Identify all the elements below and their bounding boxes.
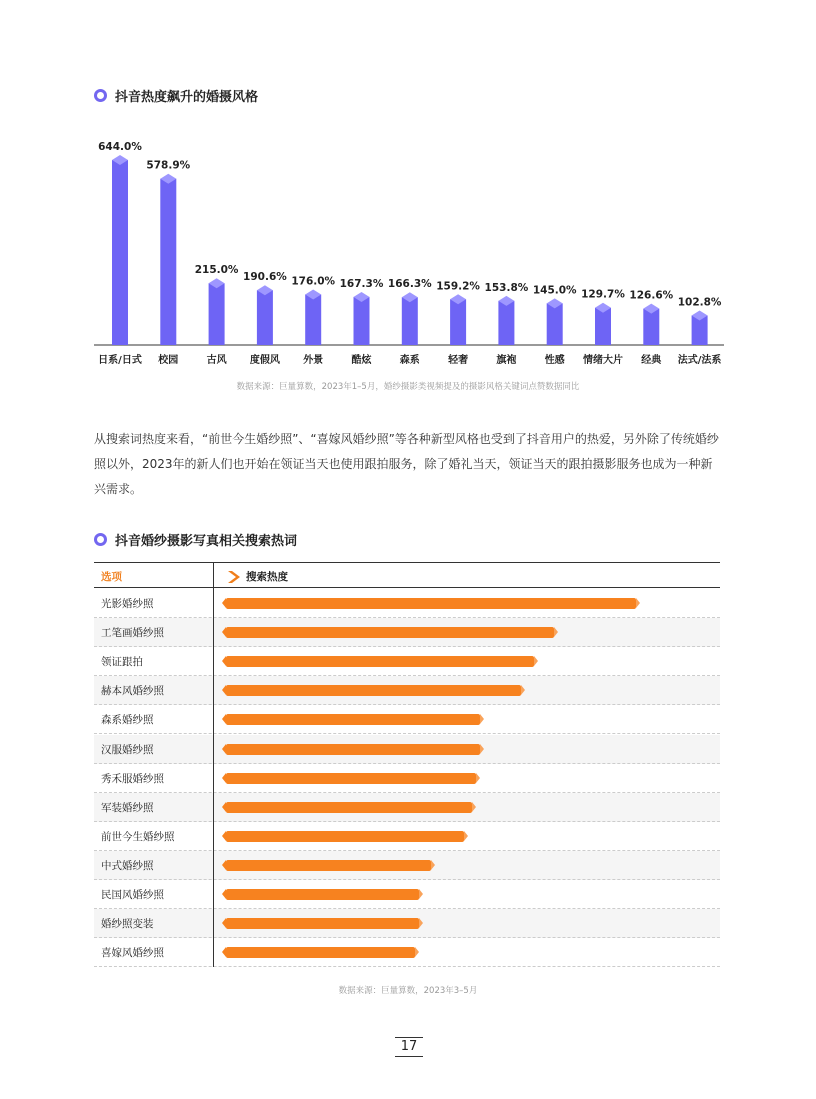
- row-label: 光影婚纱照: [101, 598, 154, 610]
- heat-bar-10: [226, 889, 419, 900]
- chart2-source: 数据来源：巨量算数，2023年3–5月: [338, 986, 478, 996]
- category-label-8: 旗袍: [496, 355, 517, 366]
- bar-1: [160, 174, 176, 345]
- bar-5: [354, 292, 370, 345]
- heat-bar-7: [226, 802, 472, 813]
- section-title-text: 抖音热度飙升的婚摄风格: [115, 90, 259, 105]
- style-heat-bar-chart: [90, 130, 730, 370]
- table-row: [94, 764, 720, 793]
- row-label: 赫本风婚纱照: [101, 685, 164, 698]
- table-row: [94, 880, 720, 909]
- row-label: 喜嫁风婚纱照: [101, 947, 164, 960]
- category-label-11: 经典: [641, 355, 662, 366]
- data-label-5: 167.3%: [339, 277, 384, 290]
- bar-6: [402, 292, 418, 345]
- table-row: [94, 793, 720, 822]
- bar-3: [257, 285, 273, 345]
- heat-bar-6: [226, 773, 476, 784]
- row-label: 婚纱照变装: [101, 918, 154, 931]
- bar-10: [595, 303, 611, 345]
- data-label-4: 176.0%: [291, 275, 336, 288]
- heat-bar-1: [226, 627, 554, 638]
- double-chevron-icon: [228, 571, 240, 583]
- data-label-10: 129.7%: [581, 288, 625, 301]
- data-label-3: 190.6%: [243, 271, 287, 284]
- bar-4: [305, 289, 321, 345]
- category-label-9: 性感: [544, 355, 565, 366]
- column-header-heat-label: 搜索热度: [246, 571, 288, 583]
- column-header-option: 选项: [101, 571, 122, 583]
- circle-bullet-icon: [94, 89, 107, 102]
- heat-bar-5: [226, 744, 480, 755]
- table-row: [94, 589, 720, 618]
- table-row: [94, 676, 720, 705]
- page-number: 17: [395, 1039, 423, 1057]
- body-paragraph: 从搜索词热度来看，“前世今生婚纱照”、“喜嫁风婚纱照”等各种新型风格也受到了抖音用户的热爱，另外除了传统婚纱照以外，2023年的新人们也开始在领证当天也使用跟拍服务，除了婚礼当天，领证当天的跟拍摄影服务也成为一种新兴需求。: [94, 432, 719, 496]
- data-label-9: 145.0%: [532, 284, 577, 297]
- table-row: [94, 822, 720, 851]
- table-row: [94, 647, 720, 676]
- category-label-6: 森系: [399, 355, 420, 366]
- heat-bar-8: [226, 831, 464, 842]
- category-label-3: 度假风: [249, 355, 280, 366]
- table-row: [94, 735, 720, 764]
- heat-bar-12: [226, 947, 415, 958]
- bar-12: [692, 310, 708, 345]
- heat-bar-0: [226, 598, 636, 609]
- data-label-8: 153.8%: [484, 281, 529, 294]
- data-label-12: 102.8%: [677, 296, 722, 309]
- category-label-0: 日系/日式: [98, 355, 142, 366]
- bar-8: [498, 296, 514, 345]
- table-row: [94, 618, 720, 647]
- bar-0: [112, 155, 128, 345]
- category-label-4: 外景: [303, 355, 324, 366]
- data-label-0: 644.0%: [98, 141, 142, 153]
- column-header-heat: [228, 569, 288, 584]
- search-heat-table: [94, 562, 720, 967]
- heat-bar-11: [226, 918, 419, 929]
- category-label-5: 酷炫: [351, 355, 372, 366]
- section-title-search: [94, 530, 297, 549]
- data-label-6: 166.3%: [387, 278, 432, 291]
- row-label: 前世今生婚纱照: [101, 830, 175, 843]
- data-label-1: 578.9%: [146, 159, 191, 172]
- table-row: [94, 938, 720, 967]
- heat-bar-9: [226, 860, 431, 871]
- data-label-7: 159.2%: [436, 280, 480, 293]
- bar-9: [547, 298, 563, 345]
- row-label: 森系婚纱照: [101, 714, 154, 727]
- circle-bullet-icon: [94, 533, 107, 546]
- heat-bar-2: [226, 656, 534, 667]
- table-row: [94, 705, 720, 734]
- category-label-1: 校园: [158, 355, 179, 366]
- bar-2: [209, 278, 225, 345]
- section-title-text: 抖音婚纱摄影写真相关搜索热词: [115, 534, 298, 549]
- page-number-rule: [395, 1037, 423, 1038]
- data-label-2: 215.0%: [194, 264, 239, 277]
- category-label-7: 轻奢: [448, 355, 469, 366]
- category-label-2: 古风: [206, 355, 227, 366]
- row-label: 秀禾服婚纱照: [101, 772, 164, 785]
- table-row: [94, 851, 720, 880]
- row-label: 军装婚纱照: [101, 801, 154, 814]
- chart1-source: 数据来源：巨量算数，2023年1–5月，婚纱摄影类视频提及的摄影风格关键词点赞数据同比: [236, 382, 580, 392]
- category-label-12: 法式/法系: [677, 355, 722, 366]
- heat-bar-4: [226, 714, 480, 725]
- row-label: 中式婚纱照: [101, 859, 154, 872]
- row-label: 民国风婚纱照: [101, 889, 164, 901]
- bar-11: [643, 304, 659, 345]
- bar-7: [450, 294, 466, 345]
- column-divider: [213, 562, 214, 967]
- data-label-11: 126.6%: [629, 289, 674, 302]
- row-label: 领证跟拍: [101, 656, 143, 669]
- table-row: [94, 909, 720, 938]
- table-header: [94, 562, 720, 588]
- row-label: 工笔画婚纱照: [101, 627, 164, 640]
- heat-bar-3: [226, 685, 521, 696]
- section-title-styles: [94, 86, 258, 105]
- row-label: 汉服婚纱照: [101, 743, 154, 756]
- category-label-10: 情绪大片: [583, 355, 623, 366]
